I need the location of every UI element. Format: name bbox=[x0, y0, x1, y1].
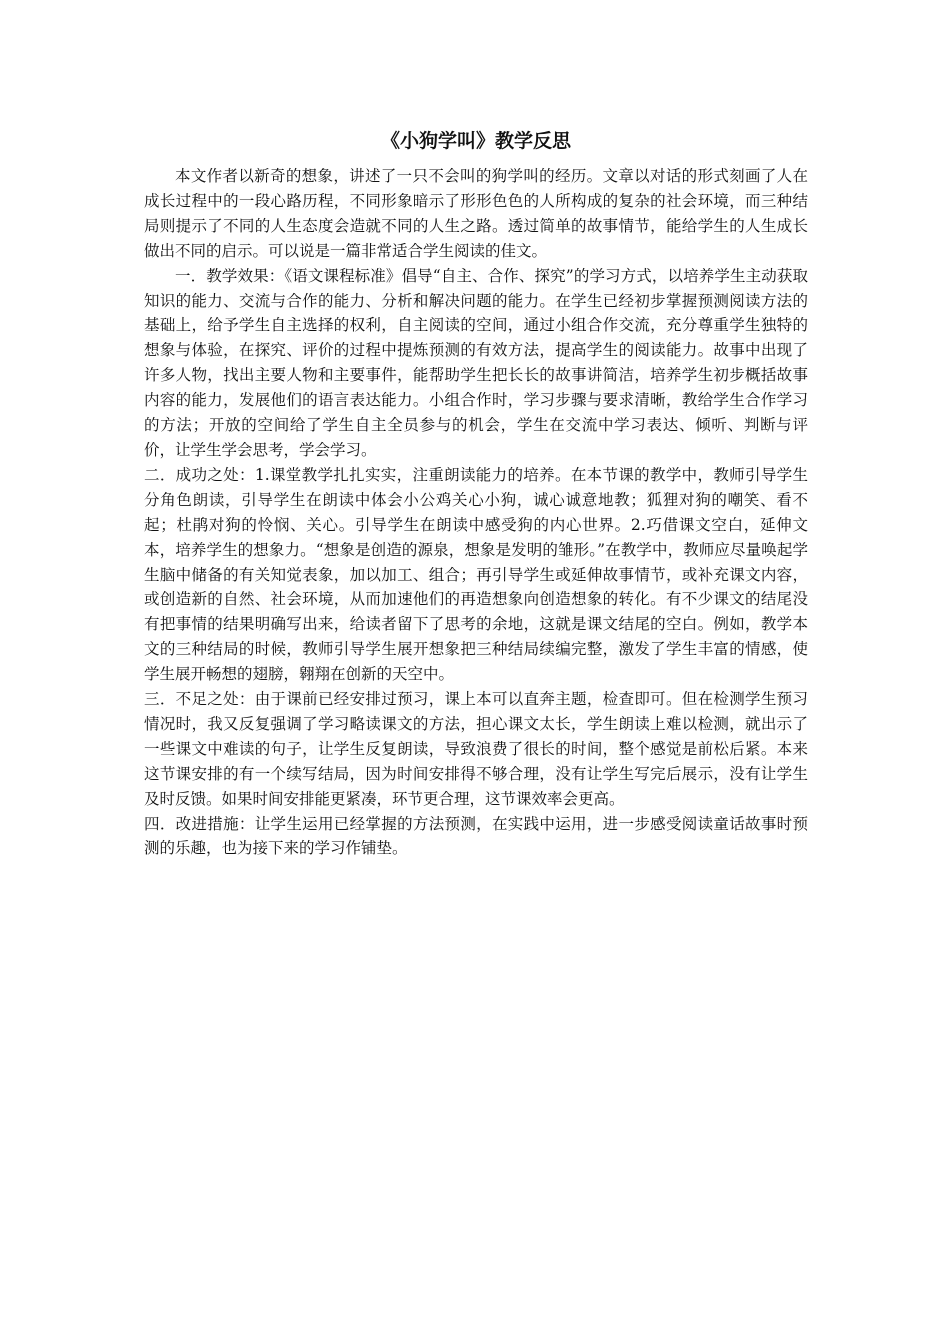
page-title: 《小狗学叫》教学反思 bbox=[380, 130, 571, 152]
section-improvements: 四．改进措施：让学生运用已经掌握的方法预测，在实践中运用，进一步感受阅读童话故事时预测的乐趣，也为接下来的学习作铺垫。 bbox=[144, 814, 808, 858]
section-teaching-effect: 一．教学效果：《语文课程标准》倡导“自主、合作、探究”的学习方式，以培养学生主动获取知识的能力、交流与合作的能力、分析和解决问题的能力。在学生已经初步掌握预测阅读方法的基础上，给予学生自主选择的权利，自主阅读的空间，通过小组合作交流，充分尊重学生独特的想象与体验，在探究、评价的过程中提炼预测的有效方法，提高学生的阅读能力。故事中出现了许多人物，找出主要人物和主要事件，能帮助学生把长长的故事讲简洁，培养学生初步概括故事内容的能力，发展他们的语言表达能力。小组合作时，学习步骤与要求清晰，教给学生合作学习的方法；开放的空间给了学生自主全员参与的机会，学生在交流中学习表达、倾听、判断与评价，让学生学会思考，学会学习。 bbox=[144, 266, 808, 459]
intro-paragraph: 本文作者以新奇的想象，讲述了一只不会叫的狗学叫的经历。文章以对话的形式刻画了人在成长过程中的一段心路历程，不同形象暗示了形形色色的人所构成的复杂的社会环境，而三种结局则提示了不同的人生态度会造就不同的人生之路。透过简单的故事情节，能给学生的人生成长做出不同的启示。可以说是一篇非常适合学生阅读的佳文。 bbox=[144, 167, 808, 260]
section-shortcomings: 三．不足之处：由于课前已经安排过预习，课上本可以直奔主题，检查即可。但在检测学生预习情况时，我又反复强调了学习略读课文的方法，担心课文太长，学生朗读上难以检测，就出示了一些课文中难读的句子，让学生反复朗读，导致浪费了很长的时间，整个感觉是前松后紧。本来这节课安排的有一个续写结局，因为时间安排得不够合理，没有让学生写完后展示，没有让学生及时反馈。如果时间安排能更紧凑，环节更合理，这节课效率会更高。 bbox=[144, 690, 808, 808]
section-successes: 二．成功之处：1.课堂教学扎扎实实，注重朗读能力的培养。在本节课的教学中，教师引导学生分角色朗读，引导学生在朗读中体会小公鸡关心小狗，诚心诚意地教；狐狸对狗的嘲笑、看不起；杜鹃对狗的怜悯、关心。引导学生在朗读中感受狗的内心世界。2.巧借课文空白，延伸文本，培养学生的想象力。“想象是创造的源泉，想象是发明的雏形。”在教学中，教师应尽量唤起学生脑中储备的有关知觉表象，加以加工、组合；再引导学生或延伸故事情节，或补充课文内容，或创造新的自然、社会环境，从而加速他们的再造想象向创造想象的转化。有不少课文的结尾没有把事情的结果明确写出来，给读者留下了思考的余地，这就是课文结尾的空白。例如，教学本文的三种结局的时候，教师引导学生展开想象把三种结局续编完整，激发了学生丰富的情感，使学生展开畅想的翅膀，翱翔在创新的天空中。 bbox=[144, 465, 808, 684]
document-body bbox=[144, 127, 808, 861]
